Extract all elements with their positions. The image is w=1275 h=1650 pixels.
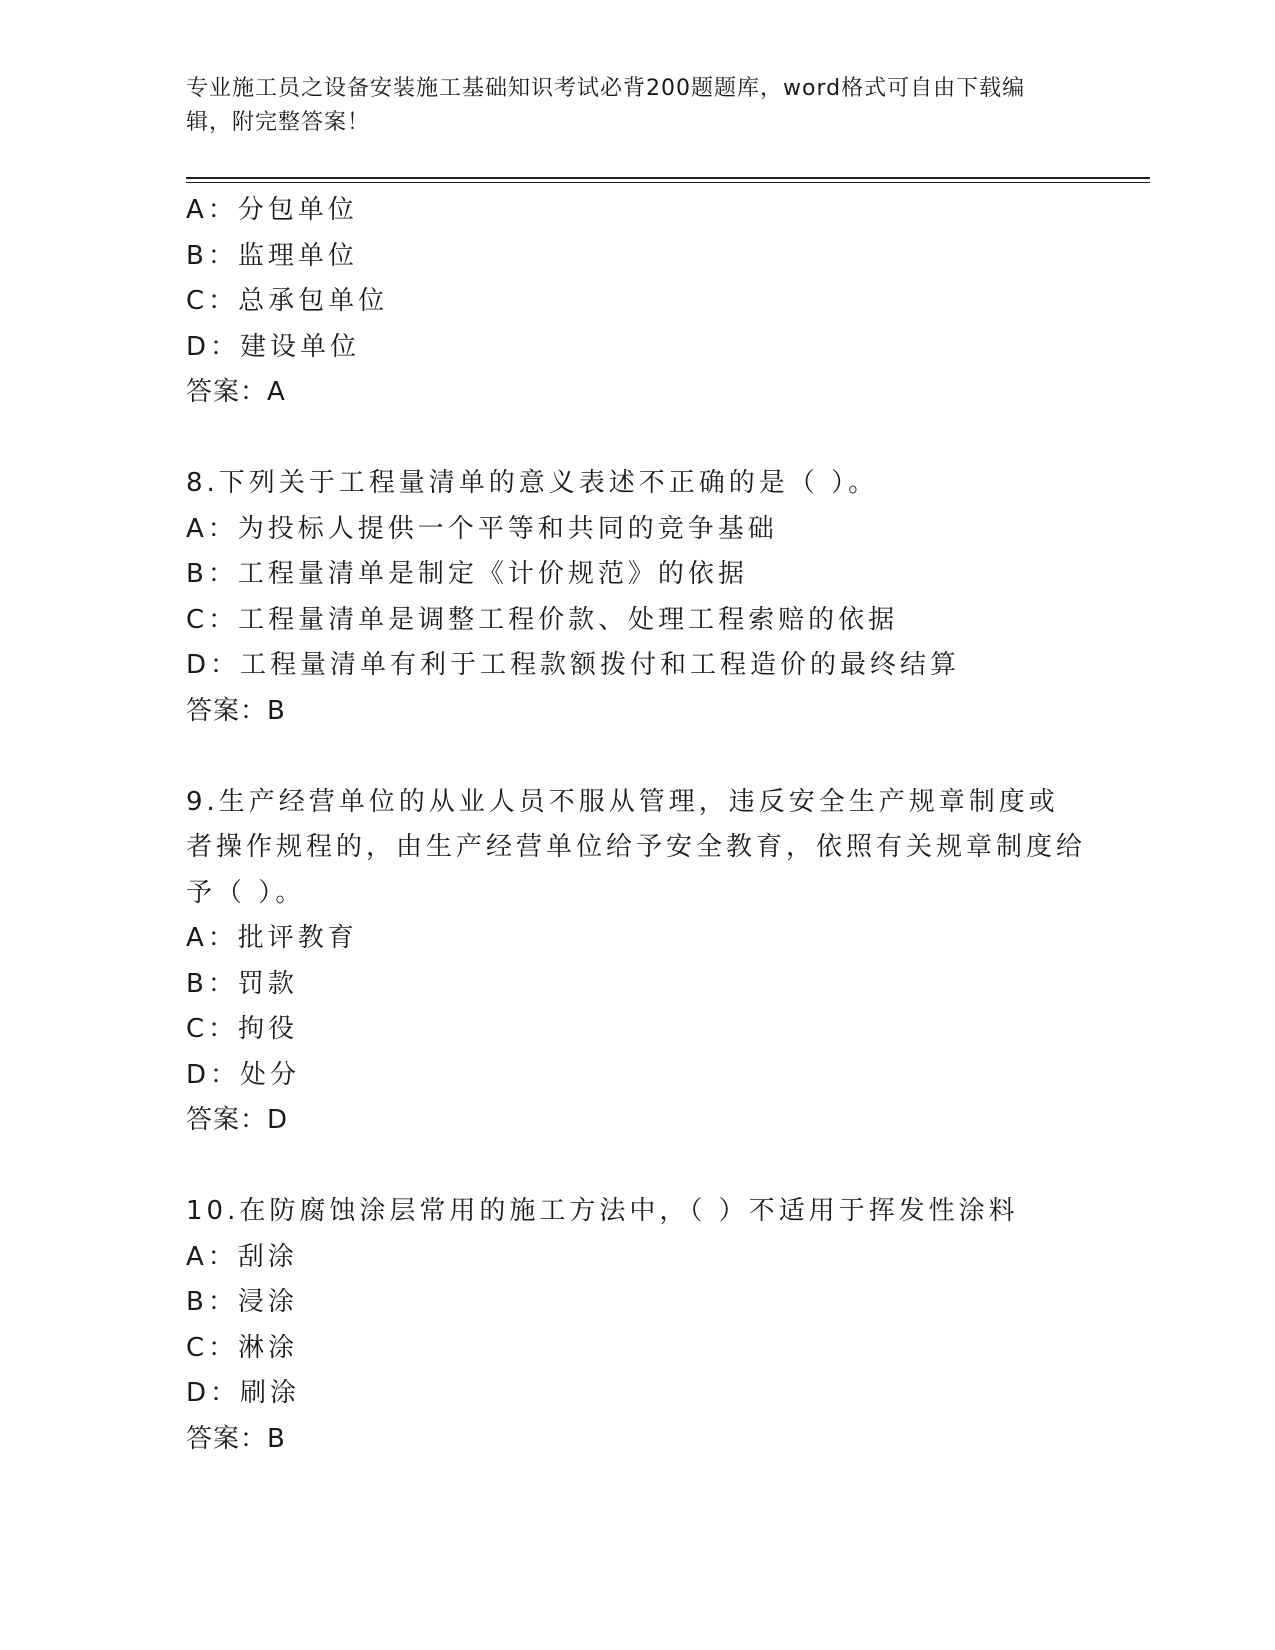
spacer bbox=[186, 734, 1086, 780]
option-a: A：分包单位 bbox=[186, 195, 358, 225]
option-d: D：建设单位 bbox=[186, 331, 361, 362]
option-a: A：刮涂 bbox=[186, 1241, 298, 1272]
question-continued bbox=[186, 188, 1086, 416]
option-a: A：为投标人提供一个平等和共同的竞争基础 bbox=[186, 513, 778, 544]
option-b: B：浸涂 bbox=[186, 1287, 298, 1317]
document-header: 专业施工员之设备安装施工基础知识考试必背200题题库，word格式可自由下载编辑，附完整答案！ bbox=[186, 76, 1026, 135]
spacer bbox=[186, 416, 1086, 462]
answer: 答案：D bbox=[186, 1105, 289, 1135]
option-c: C：总承包单位 bbox=[186, 286, 389, 316]
question-stem: 9.生产经营单位的从业人员不服从管理，违反安全生产规章制度或者操作规程的，由生产经营单位给予安全教育，依照有关规章制度给予（ ）。 bbox=[186, 786, 1087, 908]
answer: 答案：A bbox=[186, 377, 286, 407]
question-stem: 10.在防腐蚀涂层常用的施工方法中，（ ）不适用于挥发性涂料 bbox=[186, 1196, 1019, 1226]
header-divider-thick bbox=[186, 177, 1150, 179]
answer: 答案：B bbox=[186, 1423, 286, 1454]
option-c: C：工程量清单是调整工程价款、处理工程索赔的依据 bbox=[186, 604, 899, 635]
question-10 bbox=[186, 1189, 1086, 1462]
option-b: B：工程量清单是制定《计价规范》的依据 bbox=[186, 559, 748, 589]
question-9 bbox=[186, 780, 1086, 1144]
spacer bbox=[186, 1144, 1086, 1190]
answer: 答案：B bbox=[186, 695, 286, 726]
question-8 bbox=[186, 461, 1086, 734]
option-c: C：淋涂 bbox=[186, 1332, 299, 1363]
question-stem: 8.下列关于工程量清单的意义表述不正确的是（ ）。 bbox=[186, 468, 879, 498]
option-d: D：刷涂 bbox=[186, 1378, 301, 1408]
option-b: B：监理单位 bbox=[186, 240, 358, 271]
option-d: D：工程量清单有利于工程款额拨付和工程造价的最终结算 bbox=[186, 650, 961, 680]
option-d: D：处分 bbox=[186, 1059, 301, 1090]
option-a: A：批评教育 bbox=[186, 923, 358, 953]
question-list bbox=[186, 188, 1086, 1462]
header-divider-thin bbox=[186, 182, 1150, 183]
option-b: B：罚款 bbox=[186, 968, 298, 999]
option-c: C：拘役 bbox=[186, 1014, 299, 1044]
